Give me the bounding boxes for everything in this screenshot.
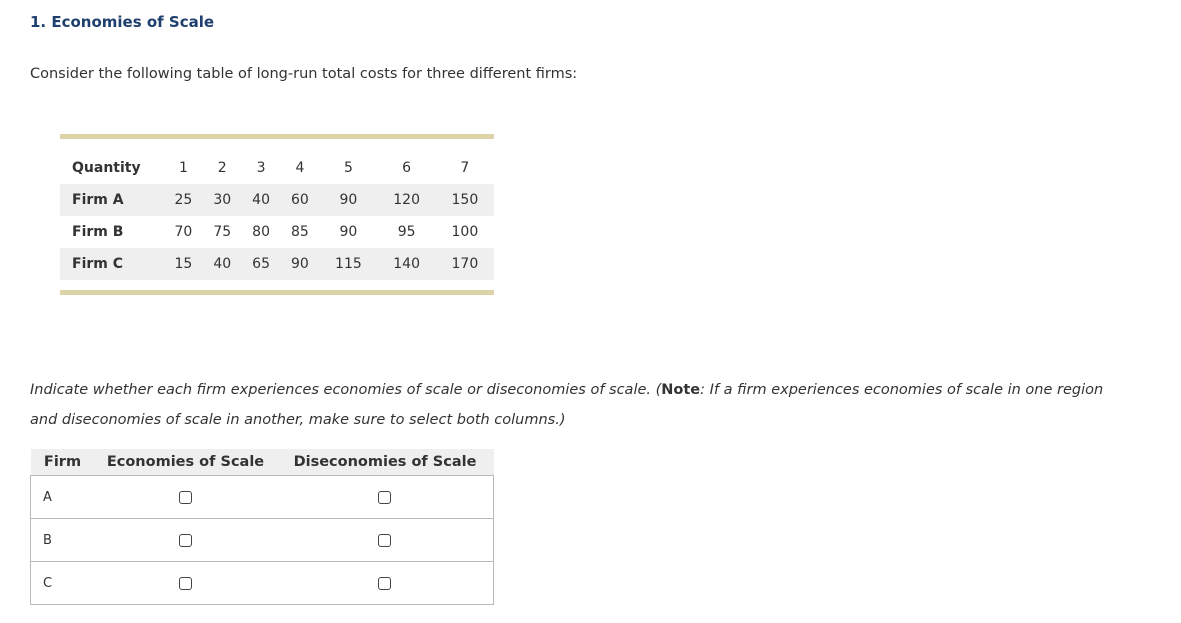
firm-a-label: Firm A	[60, 184, 164, 216]
firm-a-diseconomies-checkbox[interactable]	[378, 491, 391, 504]
cost-cell: 90	[339, 224, 358, 240]
answer-grid-header	[31, 449, 494, 476]
firm-b-diseconomies-checkbox[interactable]	[378, 534, 391, 547]
firm-c-economies-checkbox[interactable]	[179, 577, 192, 590]
firm-a-row	[60, 184, 494, 216]
firm-c-label: Firm C	[60, 248, 164, 280]
firm-label: B	[31, 519, 95, 562]
column-header-diseconomies: Diseconomies of Scale	[277, 449, 494, 476]
instruction-line2: and diseconomies of scale in another, make sure to select both columns.)	[30, 412, 566, 428]
quantity-cell: 5	[343, 160, 353, 176]
quantity-cell: 3	[256, 160, 266, 176]
answer-grid	[30, 449, 494, 605]
firm-b-label: Firm B	[72, 224, 124, 240]
firm-b-row	[60, 216, 494, 248]
cost-cell: 150	[436, 184, 494, 216]
cost-cell: 75	[213, 224, 232, 240]
cost-cell: 70	[174, 224, 193, 240]
column-header-firm: Firm	[31, 449, 95, 476]
column-header-economies: Economies of Scale	[95, 449, 277, 476]
quantity-cell: 4	[295, 160, 305, 176]
note-label: Note	[661, 382, 701, 398]
answer-row-b	[31, 519, 494, 562]
cost-table-container	[60, 134, 494, 295]
cost-cell: 80	[252, 224, 270, 240]
firm-label: A	[31, 476, 95, 519]
cost-cell: 65	[242, 248, 281, 280]
cost-cell: 140	[378, 248, 436, 280]
instruction-line1-pre: Indicate whether each firm experiences economies of scale or diseconomies of scale. (	[30, 382, 662, 398]
firm-label: C	[31, 562, 95, 605]
quantity-cell: 1	[178, 160, 188, 176]
cost-cell: 15	[164, 248, 203, 280]
cost-cell: 30	[203, 184, 242, 216]
firm-c-row	[60, 248, 494, 280]
cost-cell: 60	[280, 184, 319, 216]
cost-cell: 115	[319, 248, 377, 280]
cost-cell: 90	[319, 184, 377, 216]
cost-cell: 120	[378, 184, 436, 216]
instruction-line1-post: : If a firm experiences economies of scale in one region	[700, 382, 1104, 398]
answer-row-a	[31, 476, 494, 519]
firm-b-economies-checkbox[interactable]	[179, 534, 192, 547]
intro-text: Consider the following table of long-run total costs for three different firms:	[30, 66, 578, 82]
firm-a-economies-checkbox[interactable]	[179, 491, 192, 504]
quantity-row	[60, 152, 494, 184]
firm-c-diseconomies-checkbox[interactable]	[378, 577, 391, 590]
cost-cell: 95	[397, 224, 416, 240]
question-heading: 1. Economies of Scale	[30, 13, 215, 31]
cost-cell: 90	[280, 248, 319, 280]
cost-cell: 40	[203, 248, 242, 280]
cost-cell: 40	[242, 184, 281, 216]
instruction-text	[30, 375, 1160, 435]
quantity-cell: 7	[460, 160, 470, 176]
quantity-cell: 2	[217, 160, 227, 176]
answer-row-c	[31, 562, 494, 605]
cost-cell: 85	[290, 224, 309, 240]
cost-cell: 170	[436, 248, 494, 280]
quantity-cell: 6	[402, 160, 412, 176]
cost-table	[60, 152, 494, 280]
quantity-header: Quantity	[72, 160, 141, 176]
cost-cell: 100	[451, 224, 479, 240]
cost-cell: 25	[164, 184, 203, 216]
